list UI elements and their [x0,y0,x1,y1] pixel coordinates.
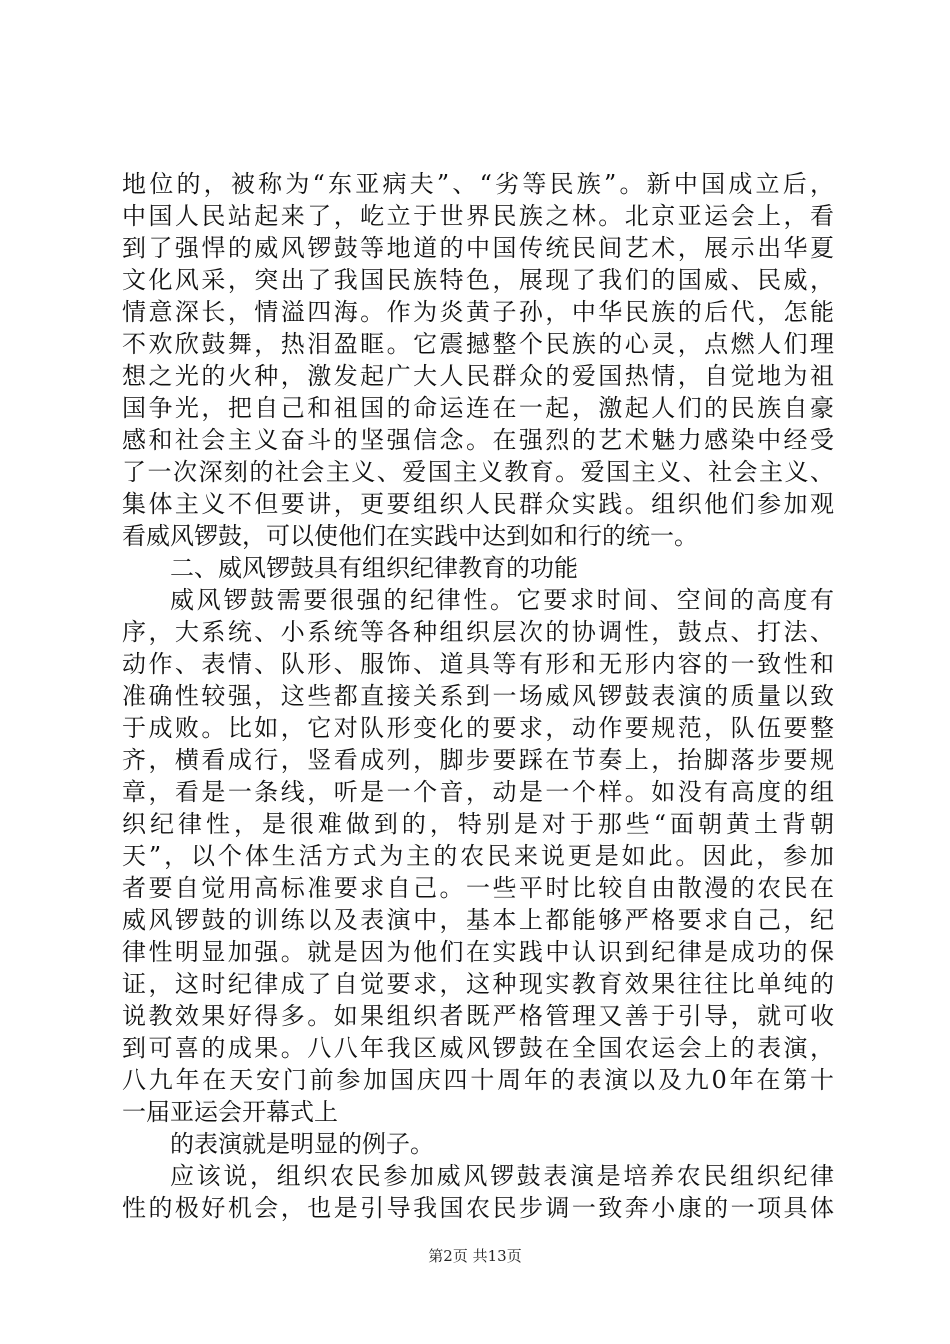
text-line: 了一次深刻的社会主义、爱国主义教育。爱国主义、社会主义、 [122,458,834,486]
text-line: 文化风采，突出了我国民族特色，展现了我们的国威、民威， [122,266,834,294]
page-number-footer: 第2页 共13页 [428,1247,522,1265]
text-line: 动作、表情、队形、服饰、道具等有形和无形内容的一致性和 [122,650,834,678]
text-line: 国争光，把自己和祖国的命运连在一起，激起人们的民族自豪 [122,394,834,422]
paragraph-first-line: 应该说，组织农民参加威风锣鼓表演是培养农民组织纪律 [170,1162,834,1190]
text-line: 律性明显加强。就是因为他们在实践中认识到纪律是成功的保 [122,938,834,966]
text-line: 八九年在天安门前参加国庆四十周年的表演以及九0年在第十 [122,1066,834,1094]
text-line: 到可喜的成果。八八年我区威风锣鼓在全国农运会上的表演， [122,1034,834,1062]
text-line: 到了强悍的威风锣鼓等地道的中国传统民间艺术，展示出华夏 [122,234,834,262]
text-line: 不欢欣鼓舞，热泪盈眶。它震撼整个民族的心灵，点燃人们理 [122,330,834,358]
text-line: 说教效果好得多。如果组织者既严格管理又善于引导，就可收 [122,1002,834,1030]
paragraph-first-line: 威风锣鼓需要很强的纪律性。它要求时间、空间的高度有 [170,586,834,614]
text-line: 地位的，被称为“东亚病夫”、“劣等民族”。新中国成立后， [122,170,834,198]
text-line: 集体主义不但要讲，更要组织人民群众实践。组织他们参加观 [122,490,834,518]
text-line: 看威风锣鼓，可以使他们在实践中达到如和行的统一。 [122,522,698,550]
body-text [122,168,834,1224]
text-line: 证，这时纪律成了自觉要求，这种现实教育效果往往比单纯的 [122,970,834,998]
text-line: 者要自觉用高标准要求自己。一些平时比较自由散漫的农民在 [122,874,834,902]
text-line: 序，大系统、小系统等各种组织层次的协调性，鼓点、打法、 [122,618,834,646]
text-line: 性的极好机会，也是引导我国农民步调一致奔小康的一项具体 [122,1194,834,1222]
text-line: 感和社会主义奋斗的坚强信念。在强烈的艺术魅力感染中经受 [122,426,834,454]
text-line: 的表演就是明显的例子。 [170,1130,434,1158]
text-line: 中国人民站起来了，屹立于世界民族之林。北京亚运会上，看 [122,202,834,230]
text-line: 威风锣鼓的训练以及表演中，基本上都能够严格要求自己，纪 [122,906,834,934]
text-line: 想之光的火种，激发起广大人民群众的爱国热情，自觉地为祖 [122,362,834,390]
text-line: 情意深长，情溢四海。作为炎黄子孙，中华民族的后代，怎能 [122,298,834,326]
text-line: 准确性较强，这些都直接关系到一场威风锣鼓表演的质量以致 [122,682,834,710]
section-heading: 二、威风锣鼓具有组织纪律教育的功能 [170,554,578,582]
text-line: 一届亚运会开幕式上 [122,1098,338,1126]
text-line: 齐，横看成行，竖看成列，脚步要踩在节奏上，抬脚落步要规 [122,746,834,774]
text-line: 于成败。比如，它对队形变化的要求，动作要规范，队伍要整 [122,714,834,742]
text-line: 章，看是一条线，听是一个音，动是一个样。如没有高度的组 [122,778,834,806]
text-line: 天”，以个体生活方式为主的农民来说更是如此。因此，参加 [122,842,834,870]
text-line: 织纪律性，是很难做到的，特别是对于那些“面朝黄土背朝 [122,810,834,838]
